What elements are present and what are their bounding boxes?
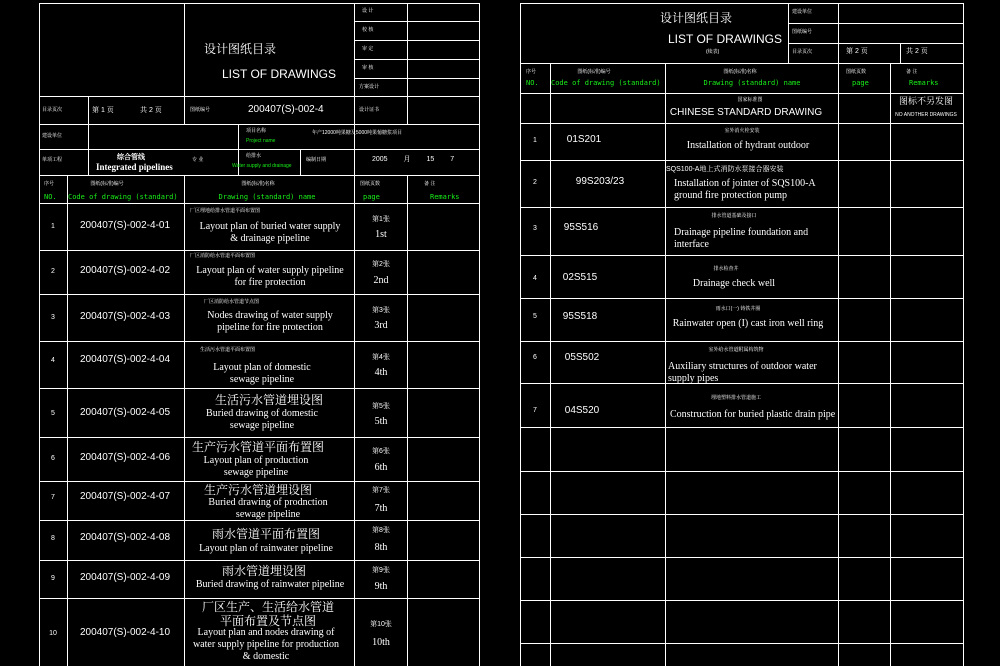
table-row-name-cn: 雨水口(一) 铸铁井圈 (715, 306, 761, 312)
table-row-page-en: 7th (374, 503, 388, 514)
header-name-en: Drawing (standard) name (218, 193, 316, 201)
right-header-name-en: Drawing (standard) name (703, 79, 801, 87)
date-value: 2005 月 15 7 (372, 156, 455, 163)
header-no-cn: 序号 (44, 181, 55, 187)
table-row-no: 8 (51, 535, 55, 542)
table-row-name-en: Buried drawing of rainwater pipeline (195, 579, 345, 590)
table-row-name-cn: 排水检查井 (713, 266, 739, 272)
table-row-name-cn: 厂区消防给水管道节点图 (204, 299, 260, 305)
table-row-page-cn: 第7张 (372, 487, 390, 494)
header-code-cn: 图纸(标准)编号 (90, 181, 124, 187)
table-row-page-cn: 第2张 (372, 261, 390, 268)
left-title-cn: 设计图纸目录 (204, 42, 277, 56)
table-row-code: 01S201 (566, 134, 602, 145)
left-title-en: LIST OF DRAWINGS (222, 67, 337, 81)
table-row-no: 1 (51, 223, 55, 230)
table-row-code: 200407(S)-002-4-01 (79, 220, 171, 231)
table-row-page-en: 5th (374, 416, 388, 427)
table-row-code: 200407(S)-002-4-08 (79, 532, 171, 543)
table-row-no: 2 (51, 268, 55, 275)
table-row-page-en: 2nd (373, 275, 389, 286)
right-header-page-en: page (852, 79, 869, 87)
section-title-cn: 国家标准图 (737, 97, 763, 103)
side-label-design: 设 计 (362, 8, 374, 14)
table-row-page-cn: 第8张 (372, 527, 390, 534)
table-row-name-cn: 室外消火栓安装 (724, 128, 760, 134)
sheet-no: 第 1 页 (92, 107, 114, 114)
side-label-check: 校 核 (362, 27, 374, 33)
table-row-code: 200407(S)-002-4-07 (79, 491, 171, 502)
header-remarks-cn: 备 注 (424, 181, 436, 187)
major-label: 专 业 (192, 157, 204, 163)
table-row-no: 7 (533, 407, 537, 414)
table-row-name-cn: 雨水管道埋设图 (221, 564, 307, 578)
table-row-no: 1 (533, 137, 537, 144)
table-row-code: 200407(S)-002-4-05 (79, 407, 171, 418)
right-header-no-cn: 序号 (526, 69, 537, 75)
major-value-en: Water supply and drainage (232, 163, 292, 169)
table-row-code: 05S502 (564, 352, 600, 363)
table-row-page-cn: 第4张 (372, 354, 390, 361)
table-row-name-cn: 排水管道基础及接口 (711, 213, 757, 219)
right-header-code-en: Code of drawing (standard) (551, 79, 661, 87)
header-code-en: Code of drawing (standard) (68, 193, 178, 201)
table-row-page-en: 3rd (374, 320, 388, 331)
table-row-name-en: Layout plan of buried water supply & drainage pipeline (199, 221, 341, 244)
table-row-name-cn: 生产污水管道平面布置图 (191, 440, 325, 454)
table-row-page-cn: 第6张 (372, 448, 390, 455)
right-title-cn: 设计图纸目录 (660, 11, 733, 25)
design-unit-label: 建设单位 (42, 133, 63, 139)
table-row-page-en: 9th (374, 581, 388, 592)
table-row-code: 200407(S)-002-4-06 (79, 452, 171, 463)
table-row-page-en: 6th (374, 462, 388, 473)
right-title-en: LIST OF DRAWINGS (668, 32, 783, 46)
table-row-name-en: Construction for buried plastic drain pipe (670, 409, 836, 420)
drawing-code-label: 图纸编号 (190, 107, 211, 113)
table-row-code: 04S520 (564, 405, 600, 416)
table-row-name-cn: 室外给水管道附属构筑物 (708, 347, 764, 353)
table-row-name-en: Layout plan of production sewage pipeline (203, 455, 309, 478)
section-remark-en: NO ANOTHER DRAWINGS (895, 112, 957, 118)
unit-value-en: Integrated pipelines (96, 162, 173, 172)
table-row-code: 02S515 (562, 272, 598, 283)
table-row-name-en: Layout plan of domestic sewage pipeline (213, 362, 311, 385)
section-remark-cn: 图标不另发图 (898, 96, 954, 106)
table-row-no: 4 (533, 275, 537, 282)
table-row-no: 3 (51, 314, 55, 321)
right-header-page-cn: 图纸页数 (846, 69, 867, 75)
table-row-no: 7 (51, 494, 55, 501)
table-row-code: 200407(S)-002-4-02 (79, 265, 171, 276)
table-row-page-en: 8th (374, 542, 388, 553)
project-value: 年产12000吨果糖及5000吨果葡糖浆项目 (312, 130, 403, 136)
project-label: 项目名称 (246, 128, 267, 134)
major-value: 给排水 (246, 153, 262, 159)
table-row-name-cn: 厂区埋地给排水管道平面布置图 (190, 208, 261, 214)
table-row-no: 3 (533, 225, 537, 232)
header-no-en: NO. (44, 193, 57, 201)
unit-value: 综合管线 (117, 154, 145, 161)
section-title-en: CHINESE STANDARD DRAWING (669, 107, 823, 118)
project-label-en: Project name (246, 138, 276, 144)
unit-label: 单项工程 (42, 157, 63, 163)
table-row-name-cn: 生活污水管道埋设图 (214, 393, 324, 407)
table-row-no: 5 (51, 410, 55, 417)
header-page-en: page (363, 193, 380, 201)
table-row-code: 200407(S)-002-4-10 (79, 627, 171, 638)
table-row-name-en: Installation of hydrant outdoor (686, 140, 810, 151)
table-row-code: 200407(S)-002-4-03 (79, 311, 171, 322)
table-row-page-cn: 第5张 (372, 403, 390, 410)
table-row-name-cn: 生活污水管道平面布置图 (200, 347, 256, 353)
table-row-no: 2 (533, 179, 537, 186)
table-row-name-cn: 雨水管道平面布置图 (211, 527, 321, 541)
table-row-code: 200407(S)-002-4-04 (79, 354, 171, 365)
right-side-label-code: 图纸编号 (792, 29, 813, 35)
table-row-no: 9 (51, 575, 55, 582)
table-row-name-en: Buried drawing of domestic sewage pipeline (206, 408, 318, 431)
table-row-name-en: Nodes drawing of water supply pipeline for fire protection (207, 310, 333, 333)
right-side-label-unit: 建设单位 (792, 9, 813, 15)
sheet-total: 共 2 页 (140, 107, 162, 114)
table-row-code: 95S516 (563, 222, 599, 233)
right-header-remarks-cn: 备 注 (906, 69, 918, 75)
table-row-name-en: Installation of jointer of SQS100-A ground fire protection pump (674, 178, 816, 201)
table-row-page-cn: 第1张 (372, 216, 390, 223)
table-row-no: 5 (533, 313, 537, 320)
table-row-name-cn: 厂区生产、生活给水管道平面布置及节点图 (201, 600, 334, 628)
table-row-name-cn: 埋地塑料排水管道施工 (710, 395, 762, 401)
right-sheet-no: 第 2 页 (846, 48, 868, 55)
side-label-approve: 审 定 (362, 46, 374, 52)
right-side-label-sheet: 目录页次 (792, 49, 813, 55)
table-row-no: 10 (49, 630, 57, 637)
table-row-name-en: Layout plan of water supply pipeline for fire protection (196, 265, 344, 288)
table-row-page-en: 4th (374, 367, 388, 378)
side-label-scheme: 方案设计 (359, 84, 380, 90)
table-row-name-cn: 厂区消防给水管道平面布置图 (190, 253, 256, 259)
right-header-no-en: NO. (526, 79, 539, 87)
table-row-page-cn: 第10张 (370, 621, 392, 628)
header-name-cn: 图纸(标准)名称 (241, 181, 275, 187)
table-row-name-en: Drainage check well (692, 278, 776, 289)
table-row-code: 99S203/23 (575, 176, 625, 187)
table-row-no: 6 (51, 455, 55, 462)
table-row-name-en: Rainwater open (I) cast iron well ring (672, 318, 824, 329)
table-row-page-en: 10th (372, 637, 390, 648)
table-row-name-en: Layout plan of rainwater pipeline (199, 543, 333, 554)
right-header-remarks-en: Remarks (909, 79, 939, 87)
header-page-cn: 图纸页数 (360, 181, 381, 187)
table-row-name-en: Drainage pipeline foundation and interface (674, 227, 809, 250)
right-title-sub: (续表) (706, 49, 720, 55)
drawing-code: 200407(S)-002-4 (248, 104, 324, 115)
right-header-name-cn: 图纸(标准)名称 (723, 69, 757, 75)
side-label-review: 审 核 (362, 65, 374, 71)
table-row-name-en: Layout plan and nodes drawing of water supply pipeline for production & domestic (192, 627, 340, 662)
table-row-page-en: 1st (375, 229, 387, 240)
table-row-name-cn: SQS100-A地上式消防水泵接合器安装 (666, 166, 784, 173)
table-row-page-cn: 第3张 (372, 307, 390, 314)
side-label-cert: 设计证书 (359, 107, 380, 113)
header-remarks-en: Remarks (430, 193, 460, 201)
sheet-label: 目录页次 (42, 107, 63, 113)
table-row-name-en: Buried drawing of prodnction sewage pipeline (208, 497, 328, 520)
table-row-no: 6 (533, 354, 537, 361)
table-row-code: 200407(S)-002-4-09 (79, 572, 171, 583)
table-row-name-cn: 生产污水管道埋设图 (203, 483, 313, 497)
table-row-code: 95S518 (562, 311, 598, 322)
table-row-name-en: Auxiliary structures of outdoor water supply pipes (668, 361, 817, 384)
date-label: 编制日期 (306, 157, 327, 163)
right-header-code-cn: 图纸(标准)编号 (577, 69, 611, 75)
table-row-page-cn: 第9张 (372, 567, 390, 574)
right-sheet-total: 共 2 页 (906, 48, 928, 55)
table-row-no: 4 (51, 357, 55, 364)
